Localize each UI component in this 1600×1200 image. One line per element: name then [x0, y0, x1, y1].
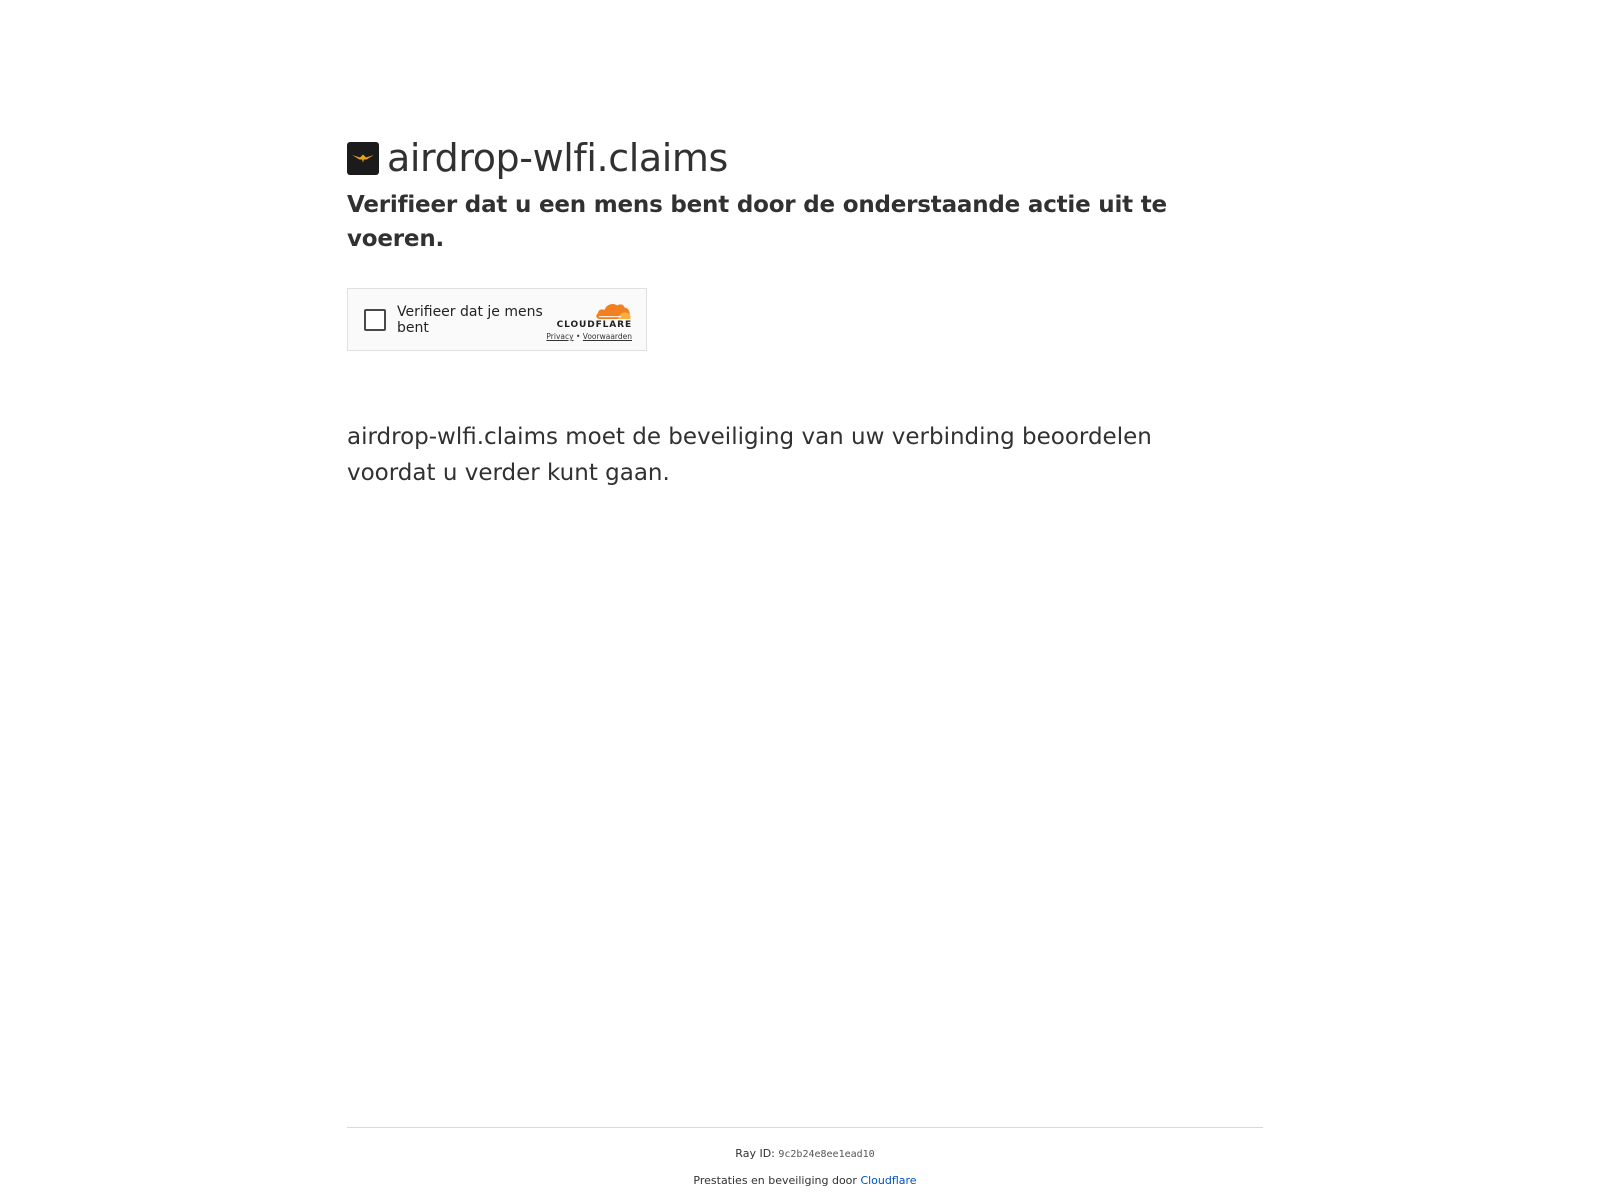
checkbox-label: Verifieer dat je mens bent — [397, 304, 543, 336]
link-separator: • — [575, 332, 581, 341]
cloudflare-wordmark: CLOUDFLARE — [556, 320, 632, 330]
main-content — [347, 132, 1267, 491]
turnstile-widget — [347, 288, 647, 351]
privacy-link[interactable]: Privacy — [546, 332, 574, 341]
eagle-icon — [347, 142, 379, 175]
cloudflare-cloud-icon — [594, 299, 632, 321]
widget-links — [532, 331, 632, 343]
performance-text: Prestaties en beveiliging door — [693, 1174, 857, 1187]
ray-id-label: Ray ID: — [735, 1147, 775, 1160]
page-subtitle: Verifieer dat u een mens bent door de onderstaande actie uit te voeren. — [347, 192, 1167, 252]
title-row — [347, 132, 1267, 184]
security-info-text: airdrop-wlfi.claims moet de beveiliging van uw verbinding beoordelen voordat u verder kunt gaan. — [347, 424, 1152, 486]
performance-line — [347, 1174, 1263, 1188]
footer — [347, 1127, 1263, 1188]
cloudflare-link[interactable]: Cloudflare — [860, 1174, 917, 1187]
human-verify-checkbox[interactable] — [364, 309, 386, 331]
terms-link[interactable]: Voorwaarden — [582, 332, 632, 341]
ray-id-line — [347, 1147, 1263, 1162]
cloudflare-branding — [532, 299, 632, 343]
ray-id-value: 9c2b24e8ee1ead10 — [778, 1149, 875, 1160]
page-title: airdrop-wlfi.claims — [387, 136, 728, 180]
